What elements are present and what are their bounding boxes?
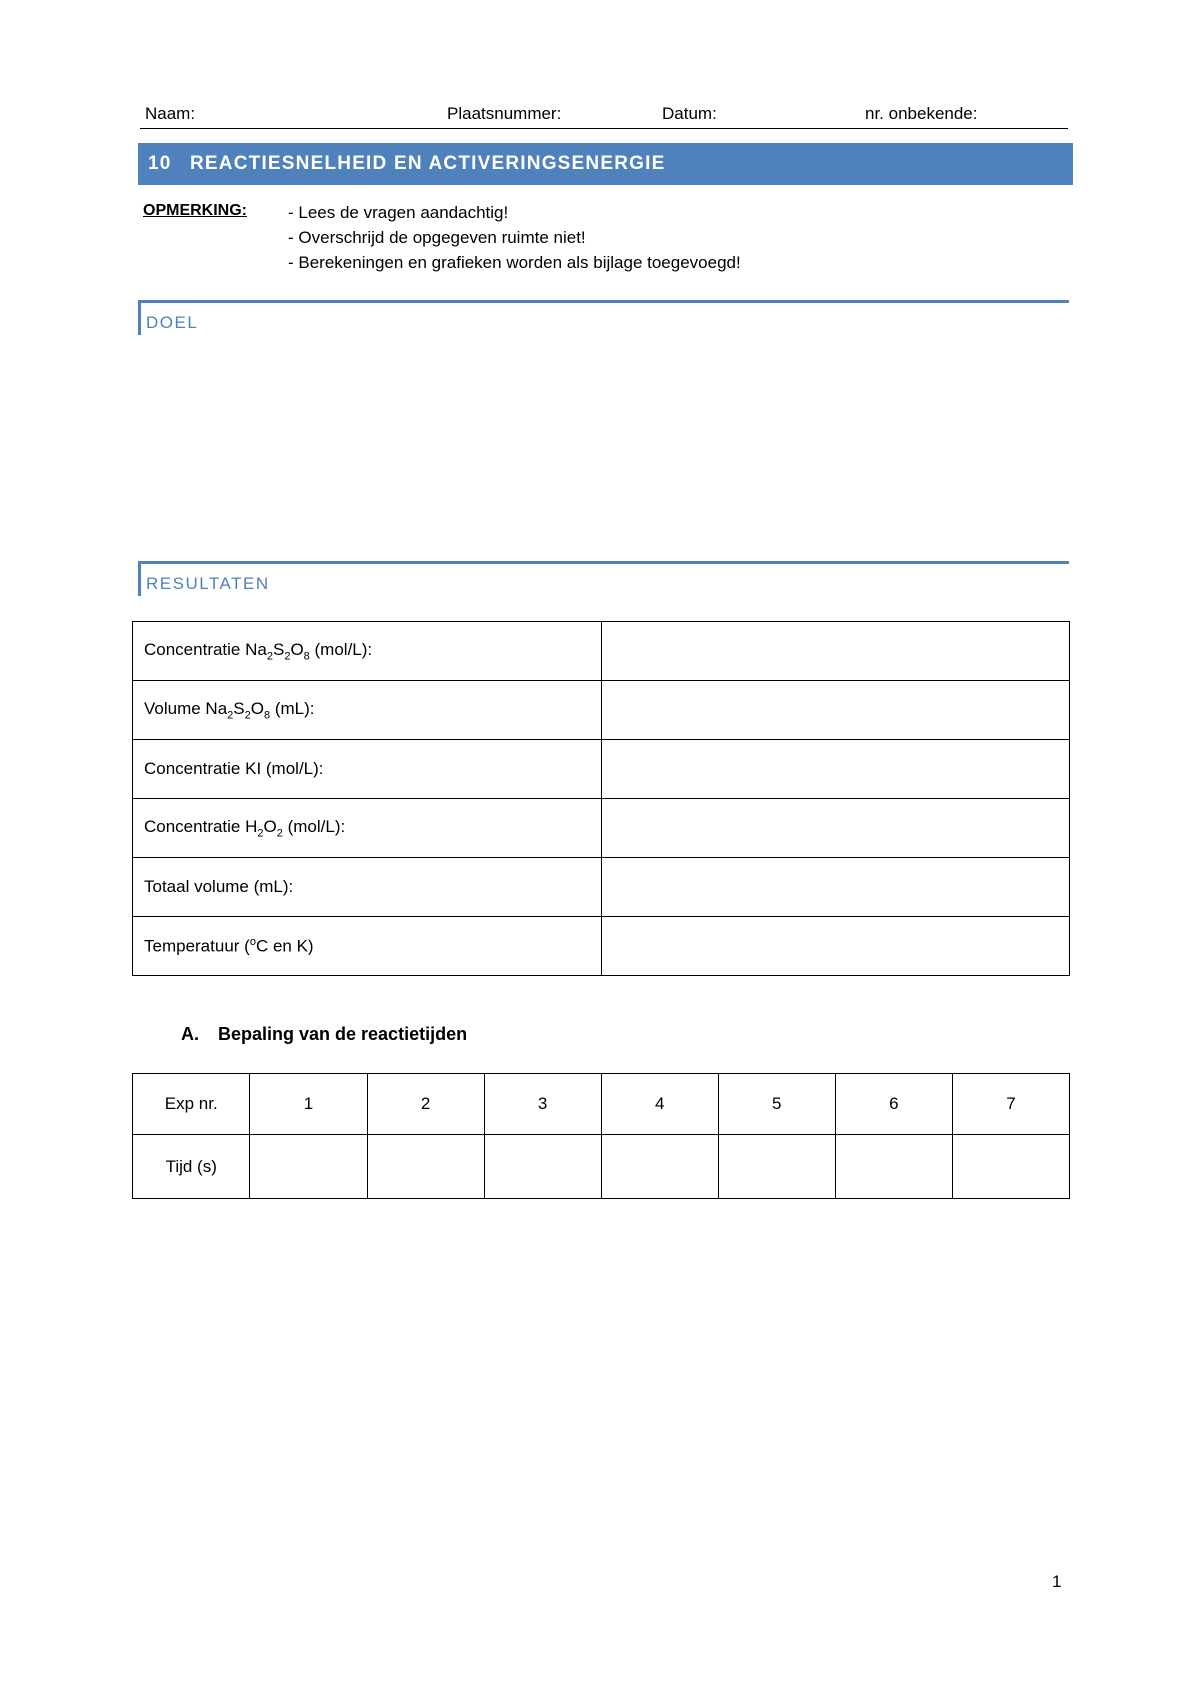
name-label: Naam: (145, 104, 196, 123)
header-rule (140, 128, 1068, 129)
row-label: Concentratie $H_2O_2$ (mol/L): (133, 799, 602, 858)
table-row (133, 1135, 1070, 1199)
value-cell[interactable] (602, 917, 1070, 976)
subsection-heading (181, 1024, 467, 1045)
row-label: Totaal volume (mL): (133, 858, 602, 917)
row-label: Concentratie $Na_2S_2O_8$ (mol/L): (133, 622, 602, 681)
exp-number: 6 (835, 1074, 952, 1135)
value-cell[interactable] (602, 740, 1070, 799)
exp-number: 3 (484, 1074, 601, 1135)
experiment-table (132, 1073, 1070, 1199)
table-row (133, 858, 1070, 917)
exp-number: 2 (367, 1074, 484, 1135)
unknown-number-label: nr. onbekende: (865, 104, 978, 123)
section-heading: DOEL (146, 313, 199, 332)
row-label: Temperatuur ($^o$C en K) (133, 917, 602, 976)
seat-number-label: Plaatsnummer: (447, 104, 562, 123)
section-heading: RESULTATEN (146, 574, 270, 593)
value-cell[interactable] (602, 799, 1070, 858)
time-cell[interactable] (952, 1135, 1069, 1199)
remark-item: - Berekeningen en grafieken worden als bijlage toegevoegd! (288, 250, 741, 275)
time-cell[interactable] (484, 1135, 601, 1199)
value-cell[interactable] (602, 858, 1070, 917)
table-row (133, 740, 1070, 799)
table-row (133, 917, 1070, 976)
time-cell[interactable] (835, 1135, 952, 1199)
table-row (133, 681, 1070, 740)
section-doel (138, 300, 1069, 335)
value-cell[interactable] (602, 622, 1070, 681)
value-cell[interactable] (602, 681, 1070, 740)
page-title: REACTIESNELHEID EN ACTIVERINGSENERGIE (190, 153, 666, 174)
remark-list (288, 200, 741, 275)
subsection-letter: A. (181, 1024, 199, 1044)
row-label: Concentratie KI (mol/L): (133, 740, 602, 799)
date-label: Datum: (662, 104, 717, 123)
exp-number: 4 (601, 1074, 718, 1135)
title-banner (138, 143, 1073, 185)
results-table (132, 621, 1070, 976)
time-cell[interactable] (718, 1135, 835, 1199)
remark-item: - Overschrijd de opgegeven ruimte niet! (288, 225, 741, 250)
remark-label: OPMERKING: (143, 202, 247, 219)
exp-number: 5 (718, 1074, 835, 1135)
table-row (133, 799, 1070, 858)
exp-number: 7 (952, 1074, 1069, 1135)
page-number: 1 (1052, 1572, 1062, 1591)
time-cell[interactable] (250, 1135, 367, 1199)
chapter-number: 10 (148, 153, 172, 174)
exp-number: 1 (250, 1074, 367, 1135)
table-row (133, 622, 1070, 681)
row-header: Exp nr. (133, 1074, 250, 1135)
subsection-title: Bepaling van de reactietijden (218, 1024, 468, 1044)
row-header: Tijd (s) (133, 1135, 250, 1199)
row-label: Volume $Na_2S_2O_8$ (mL): (133, 681, 602, 740)
section-resultaten (138, 561, 1069, 596)
time-cell[interactable] (367, 1135, 484, 1199)
time-cell[interactable] (601, 1135, 718, 1199)
table-row (133, 1074, 1070, 1135)
remark-item: - Lees de vragen aandachtig! (288, 200, 741, 225)
